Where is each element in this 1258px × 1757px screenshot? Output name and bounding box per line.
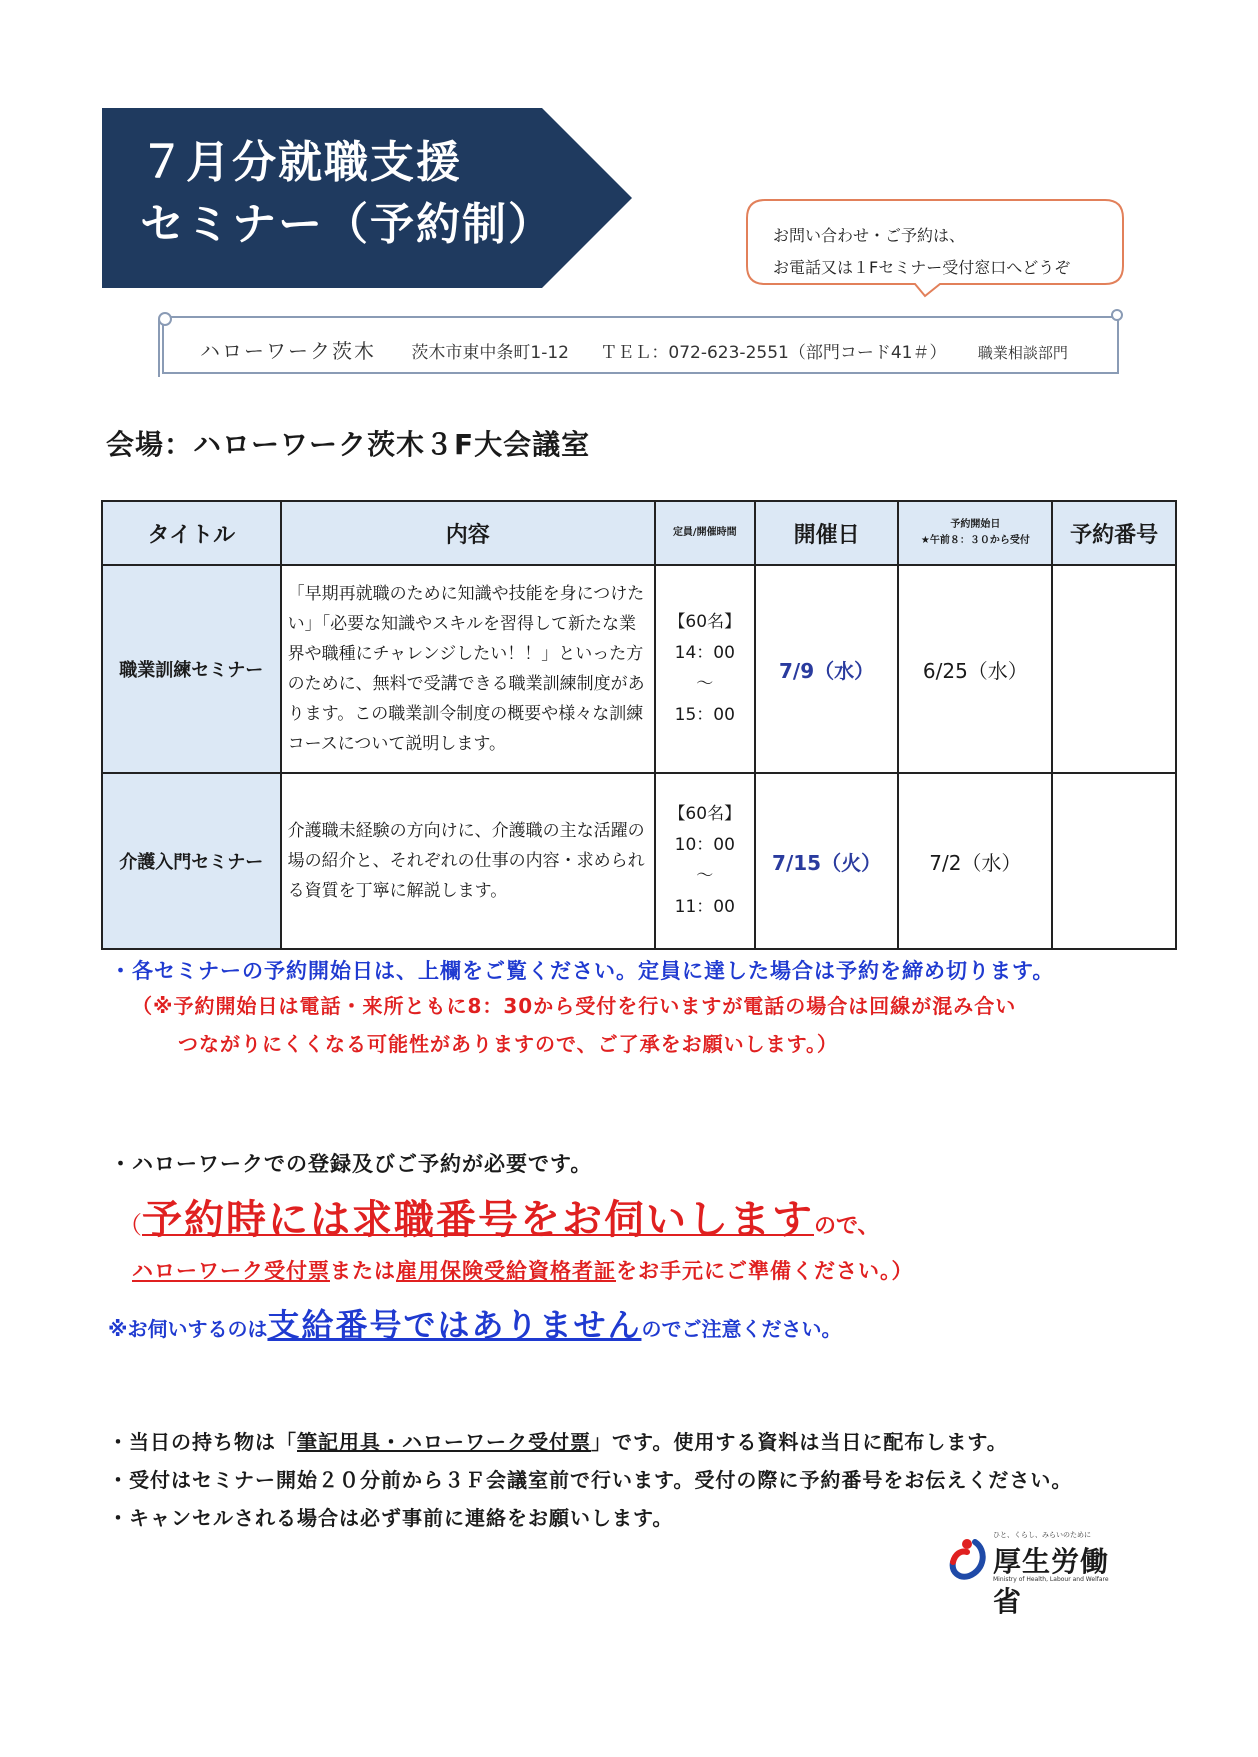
row-date: 7/9（水）: [755, 565, 899, 773]
bring-post: 」です。使用する資料は当日に配布します。: [591, 1430, 1008, 1454]
caution-big: 支給番号ではありません: [267, 1306, 642, 1344]
page-title: [140, 132, 554, 256]
reception-info: ・受付はセミナー開始２０分前から３Ｆ会議室前で行います。受付の際に予約番号をお伝えください。: [108, 1468, 1073, 1492]
row-capacity: [655, 773, 755, 949]
time-tilde: ～: [696, 866, 714, 886]
row-reserve-no: [1052, 565, 1176, 773]
venue-heading: 会場：ハローワーク茨木３F大会議室: [106, 428, 591, 461]
registration-caution: [108, 1300, 841, 1346]
row-date: 7/15（火）: [755, 773, 899, 949]
header-content: 内容: [281, 501, 655, 565]
table-row: [102, 565, 1176, 773]
header-reserve-no: 予約番号: [1052, 501, 1176, 565]
row-title: 介護入門セミナー: [102, 773, 281, 949]
emphasis-text: 予約時には求職番号をお伺いします: [142, 1197, 814, 1243]
registration-emphasis: [118, 1188, 880, 1245]
docs-or: または: [330, 1259, 396, 1283]
contact-bubble: [745, 198, 1125, 298]
header-date: 開催日: [755, 501, 899, 565]
title-line-1: ７月分就職支援: [140, 137, 462, 188]
docs-receipt: ハローワーク受付票: [132, 1259, 330, 1283]
row-content: 「早期再就職のために知識や技能を身につけたい」「必要な知識やスキルを習得して新たな業界や職種にチャレンジしたい！！」といった方のために、無料で受講できる職業訓練制度があります。この職業訓令制度の概要や様々な訓練コースについて説明します。: [281, 565, 655, 773]
day-of-info: [108, 1423, 1188, 1537]
bubble-line-2: お電話又は１Fセミナー受付窓口へどうぞ: [773, 258, 1071, 277]
cancel-info: ・キャンセルされる場合は必ず事前に連絡をお願いします。: [108, 1506, 674, 1530]
time-end: 15：00: [674, 705, 735, 725]
time-tilde: ～: [696, 674, 714, 694]
office-address: 茨木市東中条町1-12: [411, 343, 569, 363]
logo-tagline: ひと、くらし、みらいのために: [993, 1531, 1091, 1539]
header-reserve-start-line2: ★午前８：３０から受付: [920, 535, 1030, 546]
table-row: [102, 773, 1176, 949]
bring-items: [108, 1423, 1188, 1461]
time-end: 11：00: [674, 897, 735, 917]
registration-intro: ・ハローワークでの登録及びご予約が必要です。: [110, 1152, 593, 1176]
header-reserve-start-line1: 予約開始日: [950, 519, 1001, 530]
registration-docs: [108, 1255, 914, 1285]
header-title: タイトル: [102, 501, 281, 565]
row-reserve-start: 7/2（水）: [898, 773, 1052, 949]
logo-name: 厚生労働省: [993, 1545, 1110, 1618]
caution-post: のでご注意ください。: [641, 1317, 842, 1341]
note-reserve-start: ・各セミナーの予約開始日は、上欄をご覧ください。定員に達した場合は予約を締め切ります。: [110, 959, 1055, 983]
address-scroll: [155, 305, 1125, 385]
bring-pre: ・当日の持ち物は「: [108, 1430, 297, 1454]
header-capacity: 定員/開催時間: [655, 501, 755, 565]
note-phone-1: （※予約開始日は電話・来所ともに8：30から受付を行いますが電話の場合は回線が混み合い: [132, 994, 1017, 1018]
logo-english: Ministry of Health, Labour and Welfare: [993, 1576, 1109, 1583]
title-banner: [102, 108, 632, 288]
office-name: ハローワーク茨木: [200, 339, 376, 363]
table-header-row: [102, 501, 1176, 565]
time-start: 14：00: [674, 643, 735, 663]
bring-items-list: 筆記用具・ハローワーク受付票: [297, 1430, 591, 1454]
row-reserve-no: [1052, 773, 1176, 949]
capacity-count: 【60名】: [668, 612, 742, 632]
paren-open: （: [118, 1211, 142, 1239]
emphasis-tail: ので、: [814, 1214, 880, 1239]
office-dept: 職業相談部門: [977, 344, 1068, 362]
capacity-count: 【60名】: [668, 804, 742, 824]
docs-insurance: 雇用保険受給資格者証: [396, 1259, 616, 1283]
mhlw-logo: [945, 1530, 1125, 1618]
bubble-line-1: お問い合わせ・ご予約は、: [773, 226, 966, 245]
seminar-table: [101, 500, 1177, 950]
caution-pre: ※お伺いするのは: [108, 1317, 268, 1341]
header-reserve-start: [898, 501, 1052, 565]
office-tel: ＴＥＬ：072-623-2551（部門コード41＃）: [600, 343, 947, 363]
row-title: 職業訓練セミナー: [102, 565, 281, 773]
time-start: 10：00: [674, 835, 735, 855]
docs-prepare: をお手元にご準備ください。）: [616, 1259, 914, 1283]
mhlw-emblem-icon: [945, 1536, 989, 1580]
reservation-notes: [110, 955, 1190, 1063]
title-line-2: セミナー（予約制）: [140, 199, 554, 250]
row-content: 介護職未経験の方向けに、介護職の主な活躍の場の紹介と、それぞれの仕事の内容・求められる資質を丁寧に解説します。: [281, 773, 655, 949]
row-capacity: [655, 565, 755, 773]
note-phone-2: つながりにくくなる可能性がありますので、ご了承をお願いします。）: [178, 1032, 838, 1056]
row-reserve-start: 6/25（水）: [898, 565, 1052, 773]
